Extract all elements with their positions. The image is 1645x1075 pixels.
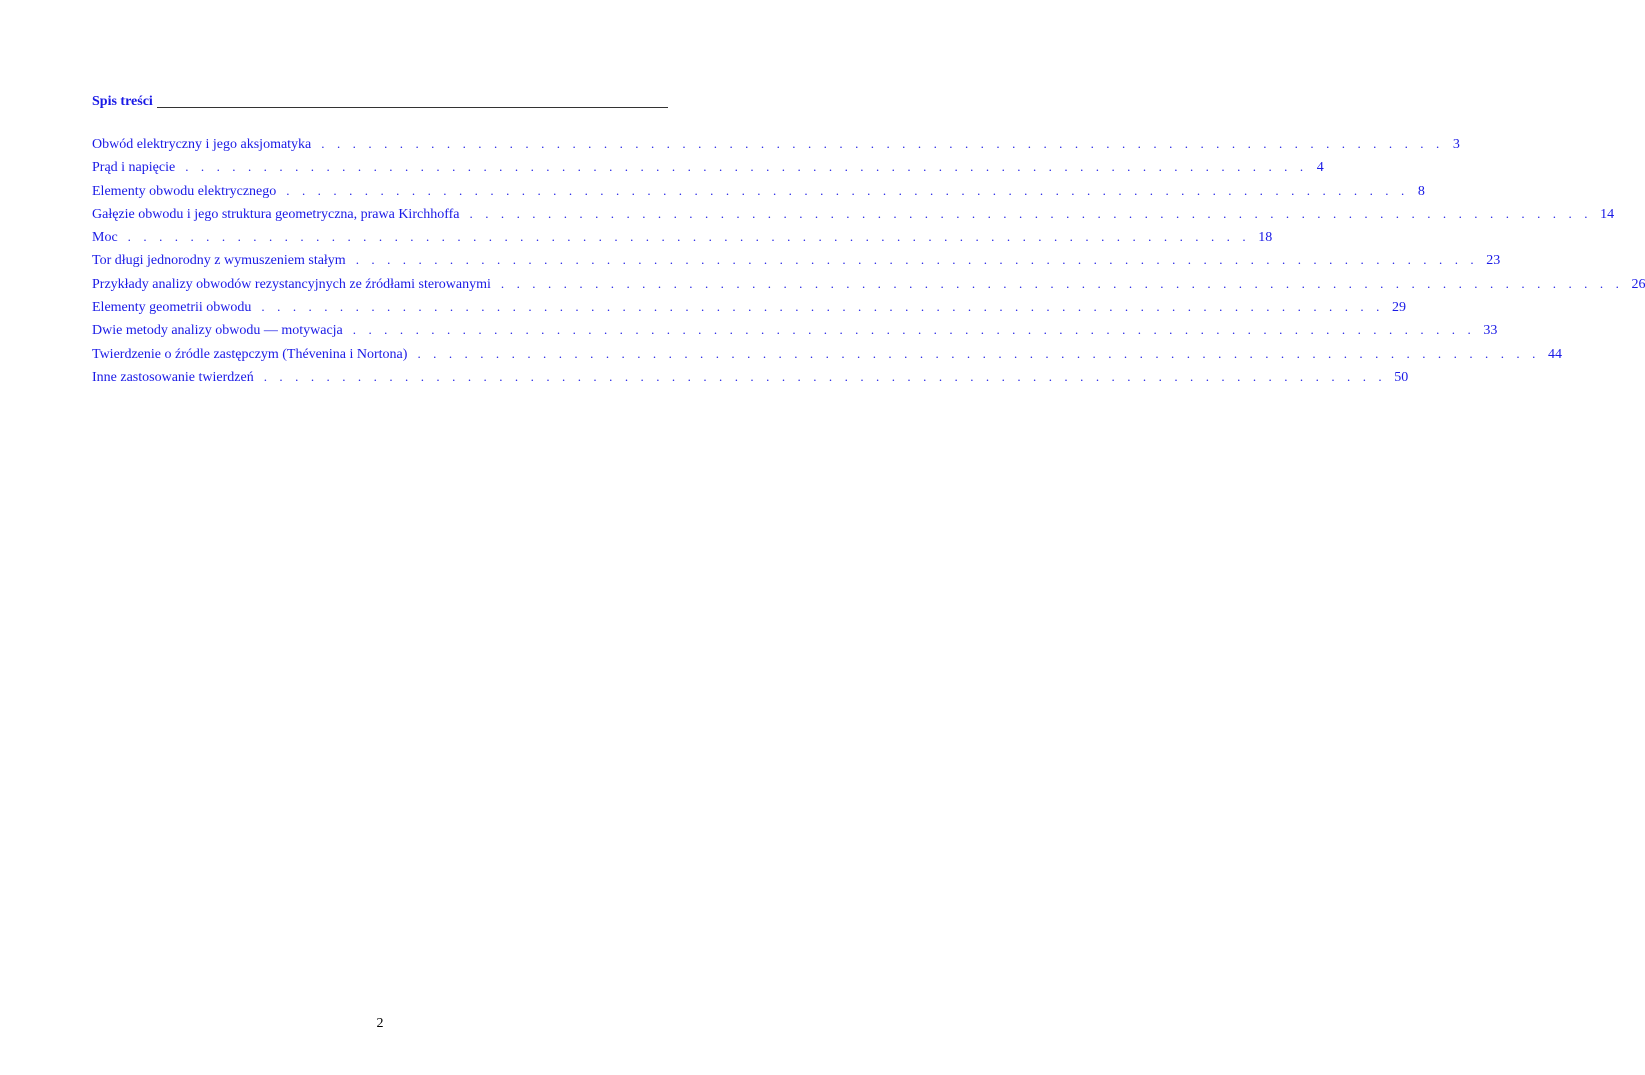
- toc-leader-dots: . . . . . . . . . . . . . . . . . . . . . . . . . . . . . . . . . . . . . . . . . . . . . . . . . . . . . . . . . . . . . . . . . . . . . . . .: [263, 368, 1387, 384]
- toc-entry-title: Elementy geometrii obwodu: [92, 300, 252, 316]
- toc-entry-title: Elementy obwodu elektrycznego: [92, 183, 277, 199]
- toc-list: [92, 134, 1645, 390]
- toc-entry-page: 50: [1394, 369, 1409, 385]
- toc-entry-page: 29: [1391, 300, 1406, 316]
- toc-leader-dots: . . . . . . . . . . . . . . . . . . . . . . . . . . . . . . . . . . . . . . . . . . . . . . . . . . . . . . . . . . . . . . . . . . . . . . . .: [261, 299, 1384, 315]
- toc-leader-dots: . . . . . . . . . . . . . . . . . . . . . . . . . . . . . . . . . . . . . . . . . . . . . . . . . . . . . . . . . . . . . . . . . . . . . . . .: [185, 159, 1308, 175]
- toc-entry-page: 23: [1486, 253, 1501, 269]
- toc-leader-dots: . . . . . . . . . . . . . . . . . . . . . . . . . . . . . . . . . . . . . . . . . . . . . . . . . . . . . . . . . . . . . . . . . . . . . . . .: [127, 229, 1251, 245]
- toc-entry-page: 14: [1600, 206, 1615, 222]
- toc-entry[interactable]: [92, 250, 1501, 273]
- toc-entry-page: 26: [1631, 276, 1645, 292]
- toc-entry-title: Moc: [92, 230, 118, 246]
- page-number: 2: [376, 1016, 384, 1031]
- toc-leader-dots: . . . . . . . . . . . . . . . . . . . . . . . . . . . . . . . . . . . . . . . . . . . . . . . . . . . . . . . . . . . . . . . . . . . . . . . .: [500, 275, 1624, 291]
- toc-entry-title: Inne zastosowanie twierdzeń: [92, 369, 254, 385]
- toc-entry[interactable]: [92, 157, 1324, 180]
- toc-entry[interactable]: [92, 367, 1409, 390]
- toc-entry[interactable]: [92, 297, 1406, 320]
- toc-entry-title: Przykłady analizy obwodów rezystancyjnych ze źródłami sterowanymi: [92, 276, 491, 292]
- toc-leader-dots: . . . . . . . . . . . . . . . . . . . . . . . . . . . . . . . . . . . . . . . . . . . . . . . . . . . . . . . . . . . . . . . . . . . . . . . .: [469, 205, 1593, 221]
- toc-entry-title: Tor długi jednorodny z wymuszeniem stałym: [92, 253, 346, 269]
- toc-leader-dots: . . . . . . . . . . . . . . . . . . . . . . . . . . . . . . . . . . . . . . . . . . . . . . . . . . . . . . . . . . . . . . . . . . . . . . . .: [355, 252, 1479, 268]
- toc-rule: [157, 107, 668, 108]
- toc-entry-title: Twierdzenie o źródle zastępczym (Thévenina i Nortona): [92, 346, 408, 362]
- toc-entry[interactable]: [92, 204, 1615, 227]
- toc-leader-dots: . . . . . . . . . . . . . . . . . . . . . . . . . . . . . . . . . . . . . . . . . . . . . . . . . . . . . . . . . . . . . . . . . . . . . . . .: [352, 322, 1476, 338]
- toc-title[interactable]: Spis treści: [92, 94, 153, 109]
- toc-entry[interactable]: [92, 274, 1645, 297]
- toc-entry[interactable]: [92, 181, 1425, 204]
- toc-entry-page: 44: [1548, 346, 1562, 362]
- toc-entry-page: 18: [1258, 230, 1273, 246]
- toc-header: [92, 94, 668, 110]
- toc-entry-title: Obwód elektryczny i jego aksjomatyka: [92, 137, 312, 152]
- toc-entry-title: Gałęzie obwodu i jego struktura geometryczna, prawa Kirchhoffa: [92, 206, 460, 222]
- toc-entry-title: Prąd i napięcie: [92, 160, 176, 176]
- toc-entry[interactable]: [92, 320, 1498, 343]
- toc-leader-dots: . . . . . . . . . . . . . . . . . . . . . . . . . . . . . . . . . . . . . . . . . . . . . . . . . . . . . . . . . . . . . . . . . . . . . . . .: [321, 136, 1444, 151]
- toc-entry-page: 8: [1417, 183, 1425, 199]
- toc-entry[interactable]: [92, 227, 1273, 250]
- toc-entry[interactable]: [92, 344, 1562, 367]
- toc-leader-dots: . . . . . . . . . . . . . . . . . . . . . . . . . . . . . . . . . . . . . . . . . . . . . . . . . . . . . . . . . . . . . . . . . . . . . . . .: [417, 345, 1540, 361]
- toc-entry-page: 33: [1483, 323, 1498, 339]
- toc-entry-title: Dwie metody analizy obwodu — motywacja: [92, 323, 343, 339]
- toc-entry[interactable]: [92, 134, 1460, 157]
- toc-entry-page: 4: [1316, 160, 1324, 176]
- toc-leader-dots: . . . . . . . . . . . . . . . . . . . . . . . . . . . . . . . . . . . . . . . . . . . . . . . . . . . . . . . . . . . . . . . . . . . . . . . .: [286, 182, 1409, 198]
- toc-entry-page: 3: [1452, 137, 1460, 152]
